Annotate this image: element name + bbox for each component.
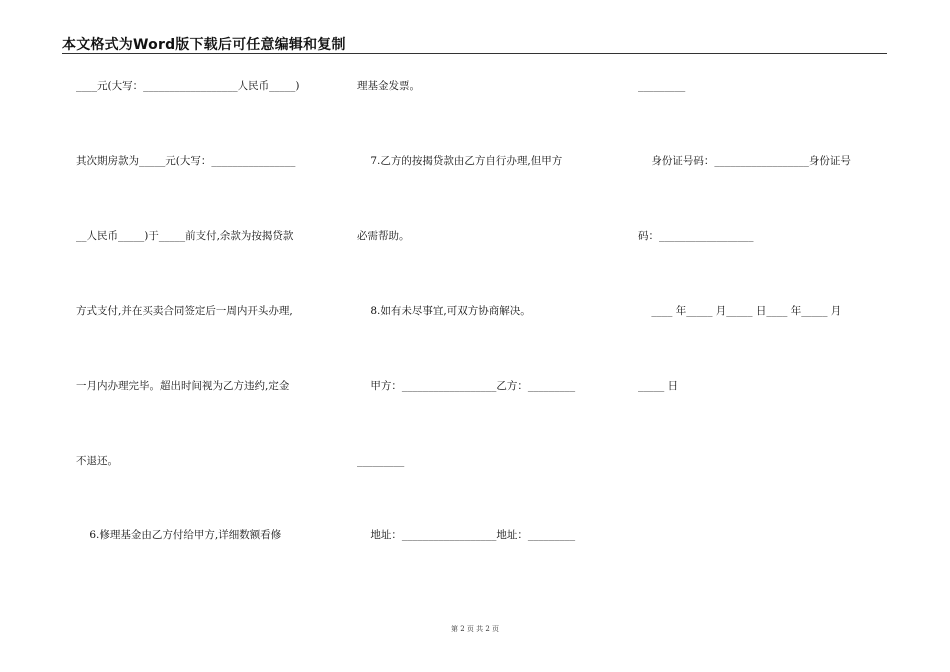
middle-line-7: 地址：__________________地址：_________ bbox=[357, 529, 576, 541]
middle-line-2: 7.乙方的按揭贷款由乙方自行办理,但甲方 bbox=[357, 155, 563, 167]
right-line-2: 身份证号码：__________________身份证号 bbox=[638, 155, 851, 167]
page-number: 第 2 页 共 2 页 bbox=[450, 625, 500, 633]
page-header-title: 本文格式为Word版下载后可任意编辑和复制 bbox=[62, 37, 346, 53]
right-line-4: ____ 年_____ 月_____ 日____ 年_____ 月 bbox=[638, 305, 842, 317]
left-line-2: 其次期房款为_____元(大写：________________ bbox=[76, 155, 296, 167]
right-line-3: 码：__________________ bbox=[638, 230, 754, 242]
middle-line-5: 甲方：__________________乙方：_________ bbox=[357, 380, 576, 392]
left-line-7: 6.修理基金由乙方付给甲方,详细数额看修 bbox=[76, 529, 282, 541]
middle-line-3: 必需帮助。 bbox=[357, 230, 410, 242]
left-line-6: 不退还。 bbox=[76, 455, 118, 467]
left-line-5: 一月内办理完毕。超出时间视为乙方违约,定金 bbox=[76, 380, 290, 392]
header-divider bbox=[62, 53, 887, 54]
middle-line-6: _________ bbox=[357, 455, 405, 467]
left-line-4: 方式支付,并在买卖合同签定后一周内开头办理, bbox=[76, 305, 293, 317]
middle-line-1: 理基金发票。 bbox=[357, 80, 420, 92]
right-line-5: _____ 日 bbox=[638, 380, 679, 392]
right-line-1: _________ bbox=[638, 80, 686, 92]
left-line-1: ____元(大写：__________________人民币_____) bbox=[76, 80, 300, 92]
middle-line-4: 8.如有未尽事宜,可双方协商解决。 bbox=[357, 305, 531, 317]
left-line-3: __人民币_____)于_____前支付,余款为按揭贷款 bbox=[76, 230, 294, 242]
